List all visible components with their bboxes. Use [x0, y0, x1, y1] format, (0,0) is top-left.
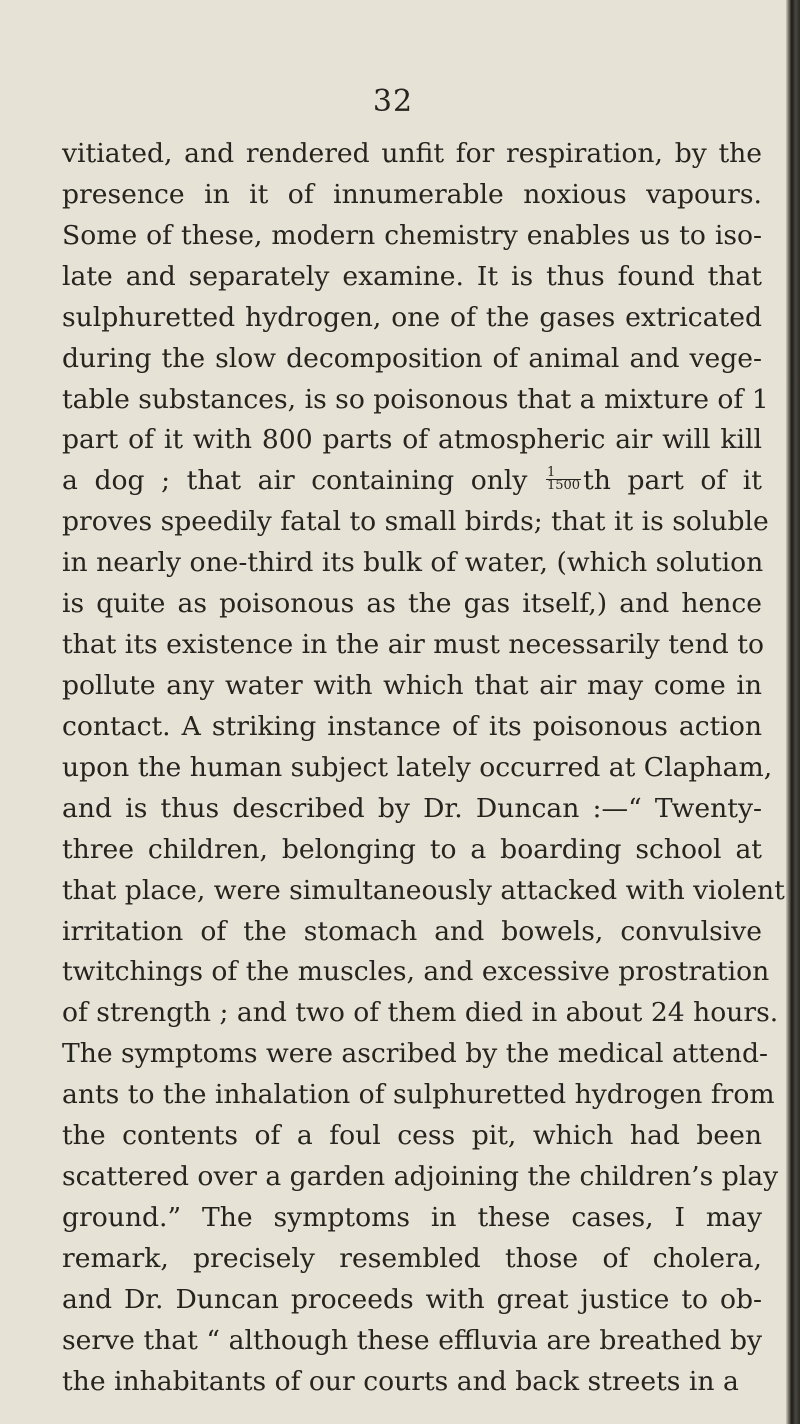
- text-line: irritation of the stomach and bowels, convulsive: [62, 915, 762, 947]
- text-line: vitiated, and rendered unfit for respiration, by the: [62, 138, 762, 169]
- fraction-text-line: [62, 461, 762, 502]
- text-line: ants to the inhalation of sulphuretted hydrogen from: [62, 1079, 775, 1111]
- text-line: late and separately examine. It is thus found that: [62, 260, 762, 292]
- text-line: the contents of a foul cess pit, which had been: [62, 1120, 762, 1152]
- text-line: serve that “ although these effluvia are breathed by: [62, 1324, 762, 1356]
- text-line: table substances, is so poisonous that a mixture of 1: [62, 383, 769, 415]
- text-line: ground.” The symptoms in these cases, I may: [62, 1201, 762, 1233]
- text-line: that its existence in the air must necessarily tend to: [62, 629, 764, 661]
- text-line: the inhabitants of our courts and back streets in a: [62, 1365, 739, 1397]
- text-line: of strength ; and two of them died in about 24 hours.: [62, 997, 779, 1029]
- text-line: three children, belonging to a boarding school at: [62, 833, 762, 865]
- text-line: is quite as poisonous as the gas itself,) and hence: [62, 588, 762, 620]
- text-line: The symptoms were ascribed by the medical attend-: [62, 1038, 769, 1070]
- page-number: 32: [372, 84, 414, 119]
- fraction-denominator: 1500: [546, 477, 581, 493]
- text-line: scattered over a garden adjoining the children’s play: [62, 1161, 779, 1193]
- text-line: and is thus described by Dr. Duncan :—“ Twenty-: [62, 792, 762, 824]
- text-line: upon the human subject lately occurred at Clapham,: [62, 751, 773, 783]
- text-line: and Dr. Duncan proceeds with great justice to ob-: [62, 1283, 762, 1315]
- fraction-line-before: a dog ; that air containing only: [62, 465, 528, 497]
- text-line: that place, were simultaneously attacked with violent: [62, 874, 785, 906]
- text-line: part of it with 800 parts of atmospheric air will kill: [62, 424, 762, 456]
- fraction-line-after: th part of it: [583, 465, 762, 497]
- text-line: presence in it of innumerable noxious vapours.: [62, 178, 762, 210]
- text-line: sulphuretted hydrogen, one of the gases extricated: [62, 301, 762, 333]
- text-body: [62, 134, 785, 1403]
- text-line: twitchings of the muscles, and excessive prostration: [62, 956, 770, 988]
- text-line: Some of these, modern chemistry enables us to iso-: [62, 219, 762, 251]
- fraction-numerator: 1: [546, 467, 581, 480]
- text-line: in nearly one-third its bulk of water, (which solution: [62, 547, 764, 579]
- text-line: proves speedily fatal to small birds; that it is soluble: [62, 506, 769, 538]
- fraction: [546, 464, 581, 493]
- text-line: during the slow decomposition of animal and vege-: [62, 342, 762, 374]
- text-line: remark, precisely resembled those of cholera,: [62, 1242, 762, 1274]
- text-line: pollute any water with which that air may come in: [62, 669, 762, 701]
- page-edge: [786, 0, 800, 1424]
- text-line: contact. A striking instance of its poisonous action: [62, 710, 762, 742]
